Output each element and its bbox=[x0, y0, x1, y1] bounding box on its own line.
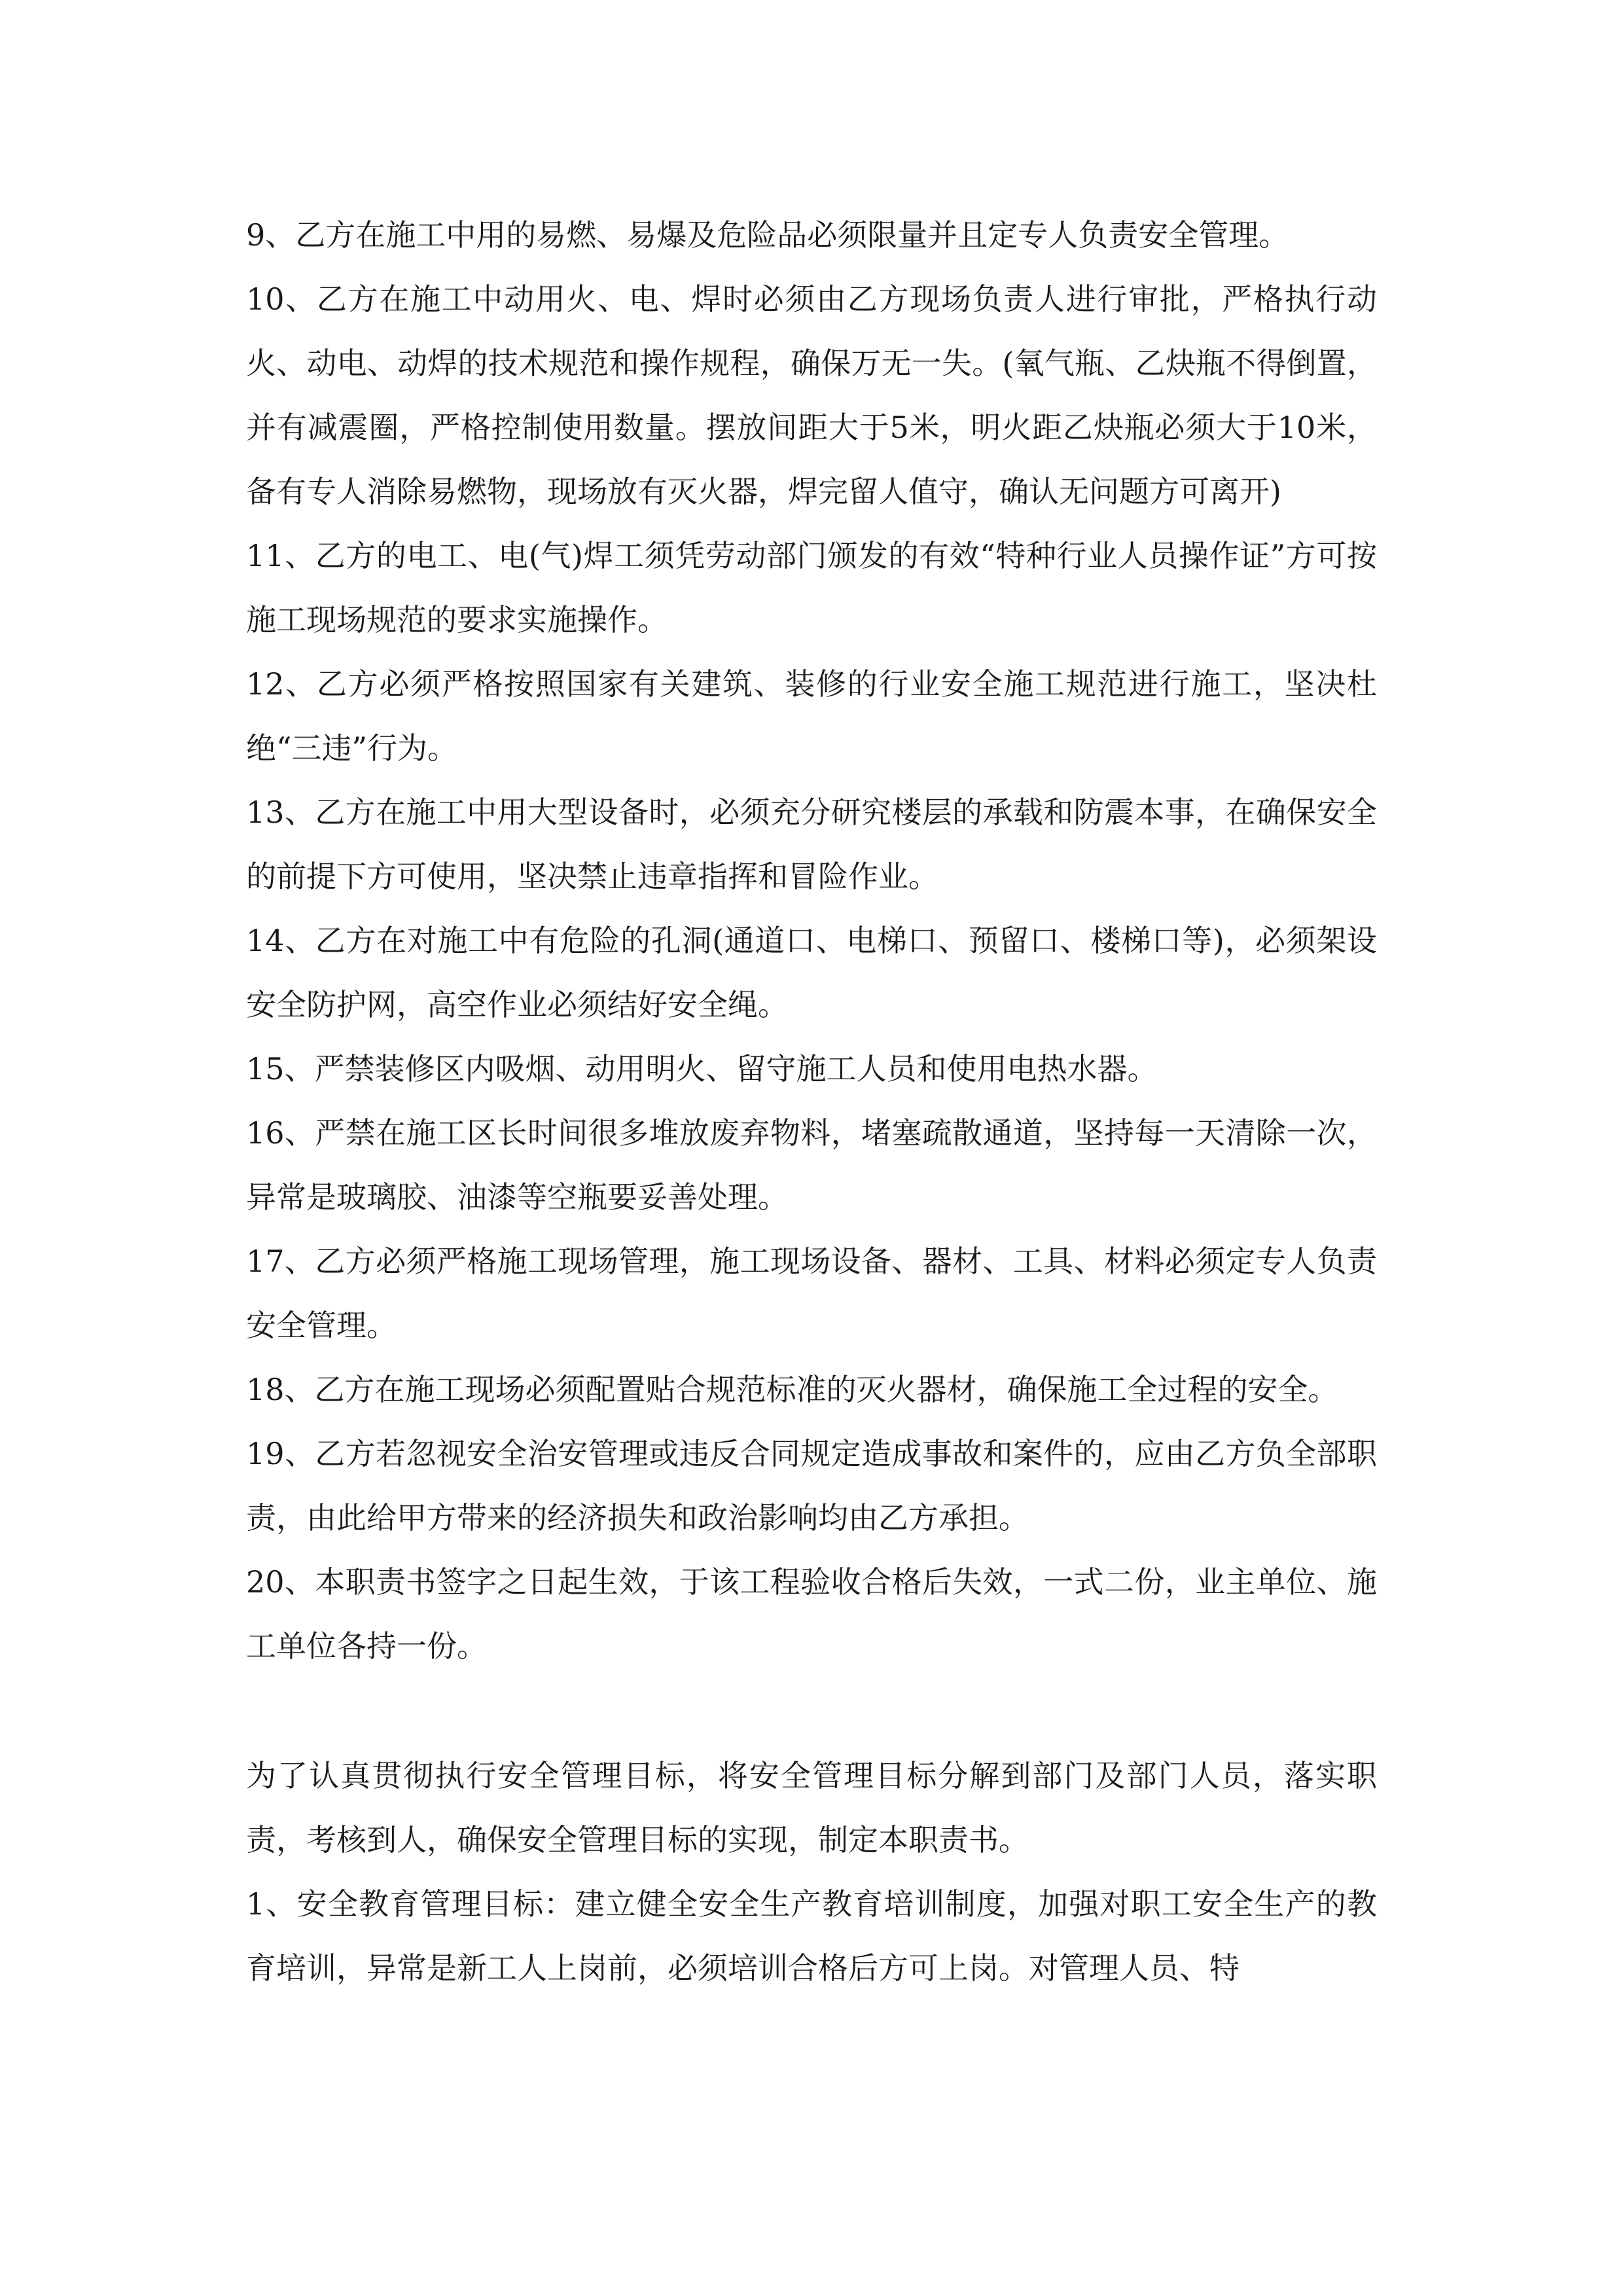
clause-15: 15、严禁装修区内吸烟、动用明火、留守施工人员和使用电热水器。 bbox=[246, 1051, 1158, 1086]
item-1-paragraph: 1、安全教育管理目标：建立健全安全生产教育培训制度，加强对职工安全生产的教育培训，异常是新工人上岗前，必须培训合格后方可上岗。对管理人员、特 bbox=[246, 1886, 1377, 1986]
intro-paragraph: 为了认真贯彻执行安全管理目标，将安全管理目标分解到部门及部门人员，落实职责，考核到人，确保安全管理目标的实现，制定本职责书。 bbox=[246, 1758, 1377, 1857]
clause-13: 13、乙方在施工中用大型设备时，必须充分研究楼层的承载和防震本事，在确保安全的前提下方可使用，坚决禁止违章指挥和冒险作业。 bbox=[246, 795, 1377, 894]
clause-11: 11、乙方的电工、电(气)焊工须凭劳动部门颁发的有效“特种行业人员操作证”方可按施工现场规范的要求实施操作。 bbox=[246, 538, 1377, 637]
clause-14: 14、乙方在对施工中有危险的孔洞(通道口、电梯口、预留口、楼梯口等)，必须架设安全防护网，高空作业必须结好安全绳。 bbox=[246, 923, 1377, 1022]
clause-10: 10、乙方在施工中动用火、电、焊时必须由乙方现场负责人进行审批，严格执行动火、动电、动焊的技术规范和操作规程，确保万无一失。(氧气瓶、乙炔瓶不得倒置，并有减震圈，严格控制使用数量。摆放间距大于5米，明火距乙炔瓶必须大于10米，备有专人消除易燃物，现场放有灭火器，焊完留人值守，确认无问题方可离开) bbox=[246, 281, 1377, 509]
clause-18: 18、乙方在施工现场必须配置贴合规范标准的灭火器材，确保施工全过程的安全。 bbox=[246, 1372, 1338, 1407]
clause-9: 9、乙方在施工中用的易燃、易爆及危险品必须限量并且定专人负责安全管理。 bbox=[246, 217, 1289, 253]
clause-20: 20、本职责书签字之日起生效，于该工程验收合格后失效，一式二份，业主单位、施工单位各持一份。 bbox=[246, 1564, 1377, 1664]
clause-16: 16、严禁在施工区长时间很多堆放废弃物料，堵塞疏散通道，坚持每一天清除一次，异常是玻璃胶、油漆等空瓶要妥善处理。 bbox=[246, 1115, 1377, 1215]
clause-17: 17、乙方必须严格施工现场管理，施工现场设备、器材、工具、材料必须定专人负责安全管理。 bbox=[246, 1244, 1377, 1343]
clause-19: 19、乙方若忽视安全治安管理或违反合同规定造成事故和案件的，应由乙方负全部职责，由此给甲方带来的经济损失和政治影响均由乙方承担。 bbox=[246, 1436, 1377, 1535]
document-body bbox=[246, 203, 1377, 2000]
clause-12: 12、乙方必须严格按照国家有关建筑、装修的行业安全施工规范进行施工，坚决杜绝“三违”行为。 bbox=[246, 666, 1377, 766]
section-gap bbox=[246, 1678, 1377, 1744]
